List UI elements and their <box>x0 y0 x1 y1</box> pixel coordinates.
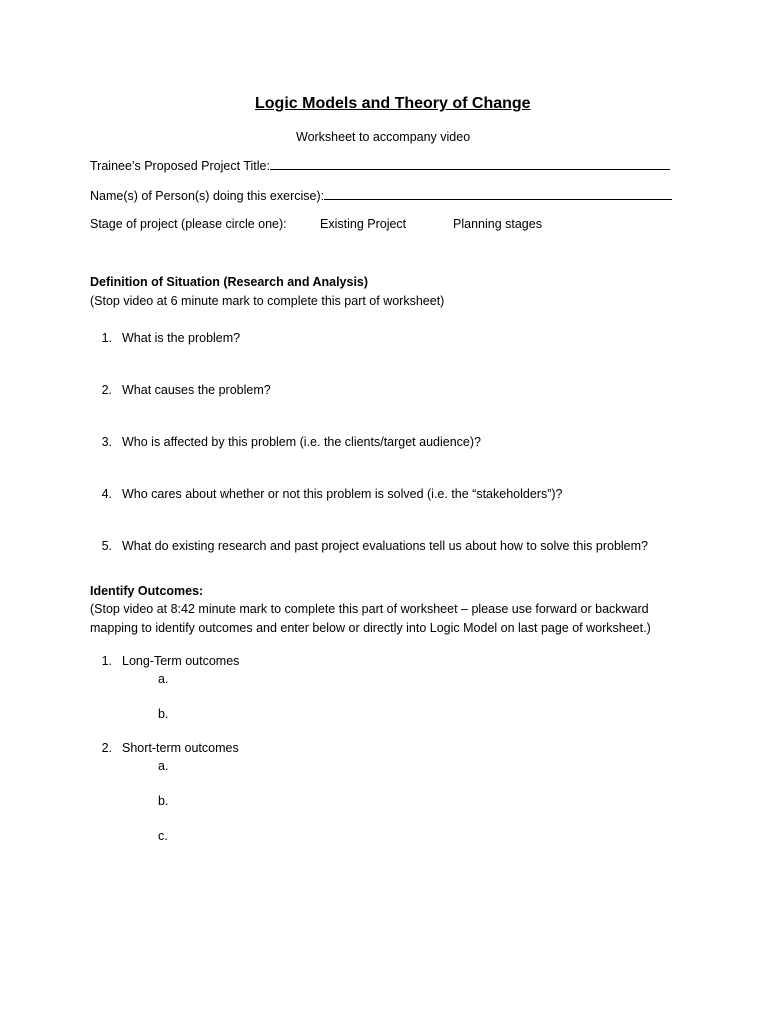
sub-item-letter: a. <box>158 759 169 773</box>
question-number: 4. <box>101 487 112 501</box>
stage-option-existing[interactable]: Existing Project <box>320 217 407 231</box>
question-item <box>90 486 563 502</box>
short-term-outcomes-item <box>90 740 239 756</box>
list-number: 1. <box>101 654 112 668</box>
question-text: Who is affected by this problem (i.e. the clients/target audience)? <box>122 435 481 449</box>
short-term-label: Short-term outcomes <box>122 741 239 755</box>
question-text: Who cares about whether or not this problem is solved (i.e. the “stakeholders”)? <box>122 487 563 501</box>
question-text: What causes the problem? <box>122 383 271 397</box>
sub-item-letter: a. <box>158 672 169 686</box>
situation-instruction: (Stop video at 6 minute mark to complete this part of worksheet) <box>90 294 445 308</box>
situation-heading: Definition of Situation (Research and Analysis) <box>90 275 369 289</box>
list-number: 2. <box>101 741 112 755</box>
question-number: 2. <box>101 383 112 397</box>
question-item <box>90 330 240 346</box>
outcomes-instruction-line1: (Stop video at 8:42 minute mark to complete this part of worksheet – please use forward or backward <box>90 602 649 616</box>
outcomes-instruction-line2: mapping to identify outcomes and enter below or directly into Logic Model on last page of worksheet.) <box>90 621 651 635</box>
long-term-outcomes-item <box>90 653 239 669</box>
document-title: Logic Models and Theory of Change <box>255 95 531 112</box>
question-number: 3. <box>101 435 112 449</box>
question-number: 1. <box>101 331 112 345</box>
document-subtitle: Worksheet to accompany video <box>296 130 471 144</box>
question-item <box>90 382 271 398</box>
sub-item-letter: b. <box>158 707 169 721</box>
names-blank[interactable] <box>324 187 672 200</box>
question-item <box>90 538 648 554</box>
question-text: What is the problem? <box>122 331 241 345</box>
sub-item-letter: b. <box>158 794 169 808</box>
names-label: Name(s) of Person(s) doing this exercise): <box>90 189 325 203</box>
long-term-label: Long-Term outcomes <box>122 654 240 668</box>
names-field <box>90 187 672 204</box>
stage-option-planning[interactable]: Planning stages <box>453 217 542 231</box>
stage-label: Stage of project (please circle one): <box>90 217 287 231</box>
outcomes-heading: Identify Outcomes: <box>90 584 204 598</box>
project-title-label: Trainee’s Proposed Project Title: <box>90 159 270 173</box>
question-number: 5. <box>101 539 112 553</box>
question-text: What do existing research and past project evaluations tell us about how to solve this problem? <box>122 539 648 553</box>
sub-item-letter: c. <box>158 829 168 843</box>
project-title-field <box>90 157 670 174</box>
question-item <box>90 434 481 450</box>
project-title-blank[interactable] <box>270 157 670 170</box>
